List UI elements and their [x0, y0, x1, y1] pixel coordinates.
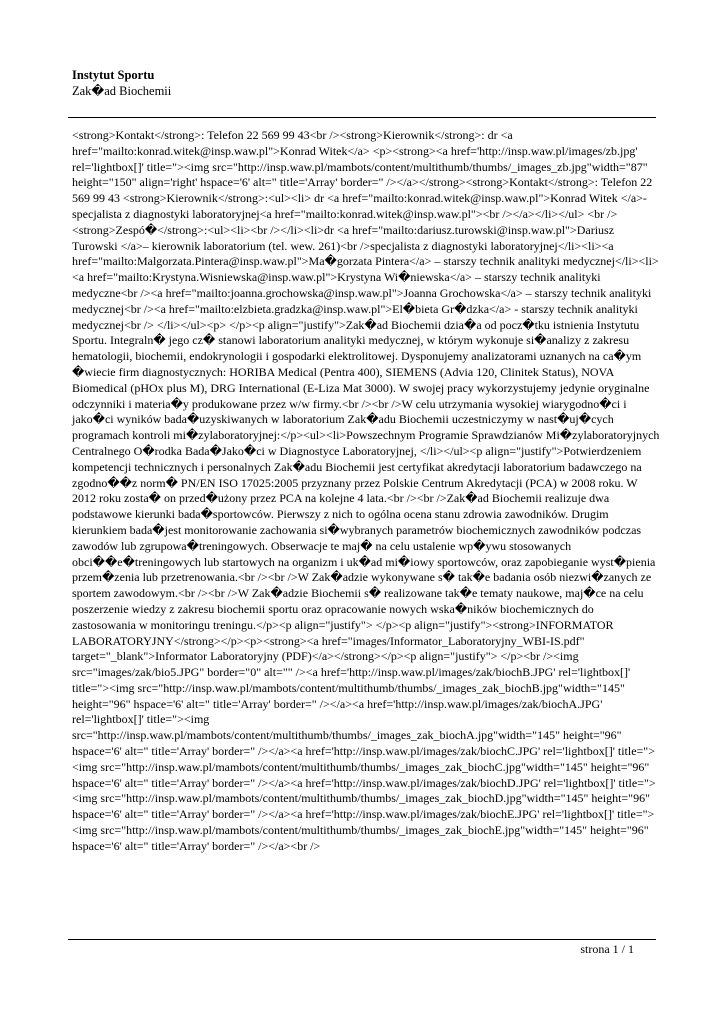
site-subtitle: Zak�ad Biochemii	[72, 84, 172, 98]
header-divider	[68, 117, 656, 118]
page-number: strona 1 / 1	[580, 942, 634, 956]
site-title: Instytut Sportu	[72, 68, 155, 82]
footer-divider	[68, 939, 656, 940]
page-body-text: <strong>Kontakt</strong>: Telefon 22 569 99 43<br /><strong>Kierownik</strong>: dr <a href="mailto:konrad.witek@insp.waw.pl">Konrad Witek</a> <p><strong><a href='http://insp.waw.pl/images/zb.jpg' rel='lightbox[]' title="><img src="http://insp.waw.pl/mambots/content/multithumb/thumbs/_images_zb.jpg"width="87" height="150" align='right' hspace='6' alt=" title='Array' border=" /></a></strong><strong>Kontakt</strong>: Telefon 22 569 99 43 <strong>Kierownik</strong>:<ul><li> dr <a href="mailto:konrad.witek@insp.waw.pl">Konrad Witek </a>- specjalista z diagnostyki laboratoryjnej<a href="mailto:konrad.witek@insp.waw.pl"><br /></a></li></ul> <br /><strong>Zespó�</strong>:<ul><li><br /></li><li>dr <a href="mailto:dariusz.turowski@insp.waw.pl">Dariusz Turowski </a>– kierownik laboratorium (tel. wew. 261)<br />specjalista z diagnostyki laboratoryjnej</li><li><a href="mailto:Malgorzata.Pintera@insp.waw.pl">Ma�gorzata Pintera</a> – starszy technik analityki medycznej</li><li><a href="mailto:Krystyna.Wisniewska@insp.waw.pl">Krystyna Wi�niewska</a> – starszy technik analityki medyczne<br /><a href="mailto:joanna.grochowska@insp.waw.pl">Joanna Grochowska</a> – starszy technik analityki medycznej<br /><a href="mailto:elzbieta.gradzka@insp.waw.pl">El�bieta Gr�dzka</a> - starszy technik analityki medycznej<br /> </li></ul><p> </p><p align="justify">Zak�ad Biochemii dzia�a od pocz�tku istnienia Instytutu Sportu. Integraln� jego cz� stanowi laboratorium analityki medycznej, w którym wykonuje si�analizy z zakresu hematologii, biochemii, endokrynologii i gospodarki elektrolitowej. Dysponujemy analizatorami uznanych na ca�ym �wiecie firm diagnostycznych: HORIBA Medical (Pentra 400), SIEMENS (Advia 120, Clinitek Status), NOVA Biomedical (pHOx plus M), DRG International (E-Liza Mat 3000). W swojej pracy wykorzystujemy jedynie oryginalne odczynniki i materia�y produkowane przez w/w firmy.<br /><br />W celu utrzymania wysokiej wiarygodno�ci i jako�ci wyników bada�uzyskiwanych w laboratorium Zak�adu Biochemii uczestniczymy w nast�uj�cych programach kontroli mi�zylaboratoryjnej:</p><ul><li>Powszechnym Programie Sprawdzianów Mi�zylaboratoryjnych Centralnego O�rodka Bada�Jako�ci w Diagnostyce Laboratoryjnej, </li></ul><p align="justify">Potwierdzeniem kompetencji technicznych i personalnych Zak�adu Biochemii jest certyfikat akredytacji laboratorium badawczego na zgodno��z norm� PN/EN ISO 17025:2005 przyznany przez Polskie Centrum Akredytacji (PCA) w 2008 roku. W 2012 roku zosta� on przed�użony przez PCA na kolejne 4 lata.<br /><br />Zak�ad Biochemii realizuje dwa podstawowe kierunki bada�sportowców. Pierwszy z nich to ogólna ocena stanu zdrowia zawodników. Drugim kierunkiem bada�jest monitorowanie zachowania si�wybranych parametrów biochemicznych zawodników podczas zawodów lub zgrupowa�treningowych. Obserwacje te maj� na celu ustalenie wp�ywu stosowanych obci��e�treningowych lub startowych na organizm i uk�ad mi�iowy sportowców, oraz zapobieganie wyst�pienia przem�zenia lub przetrenowania.<br /><br />W Zak�adzie wykonywane s� tak�e badania osób niezwi�zanych ze sportem zawodowym.<br /><br />W Zak�adzie Biochemii s� realizowane tak�e tematy naukowe, maj�ce na celu poszerzenie wiedzy z zakresu biochemii sportu oraz opracowanie nowych wska�ników biochemicznych do zastosowania w monitoringu treningu.</p><p align="justify"> </p><p align="justify"><strong>INFORMATOR LABORATORYJNY</strong></p><p><strong><a href="images/Informator_Laboratoryjny_WBI-IS.pdf" target="_blank">Informator Laboratoryjny (PDF)</a></strong></p><p align="justify"> </p><br /><img src="images/zak/bio5.JPG" border="0" alt="" /><a href='http://insp.waw.pl/images/zak/biochB.JPG' rel='lightbox[]' title="><img src="http://insp.waw.pl/mambots/content/multithumb/thumbs/_images_zak_biochB.jpg"width="145" height="96" hspace='6' alt=" title='Array' border=" /></a><a href='http://insp.waw.pl/images/zak/biochA.JPG' rel='lightbox[]' title="><img src="http://insp.waw.pl/mambots/content/multithumb/thumbs/_images_zak_biochA.jpg"width="145" height="96" hspace='6' alt=" title='Array' border=" /></a><a href='http://insp.waw.pl/images/zak/biochC.JPG' rel='lightbox[]' title="><img src="http://insp.waw.pl/mambots/content/multithumb/thumbs/_images_zak_biochC.jpg"width="145" height="96" hspace='6' alt=" title='Array' border=" /></a><a href='http://insp.waw.pl/images/zak/biochD.JPG' rel='lightbox[]' title="><img src="http://insp.waw.pl/mambots/content/multithumb/thumbs/_images_zak_biochD.jpg"width="145" height="96" hspace='6' alt=" title='Array' border=" /></a><a href='http://insp.waw.pl/images/zak/biochE.JPG' rel='lightbox[]' title="><img src="http://insp.waw.pl/mambots/content/multithumb/thumbs/_images_zak_biochE.jpg"width="145" height="96" hspace='6' alt=" title='Array' border=" /></a><br />	[72, 128, 660, 853]
document-header	[72, 67, 656, 99]
